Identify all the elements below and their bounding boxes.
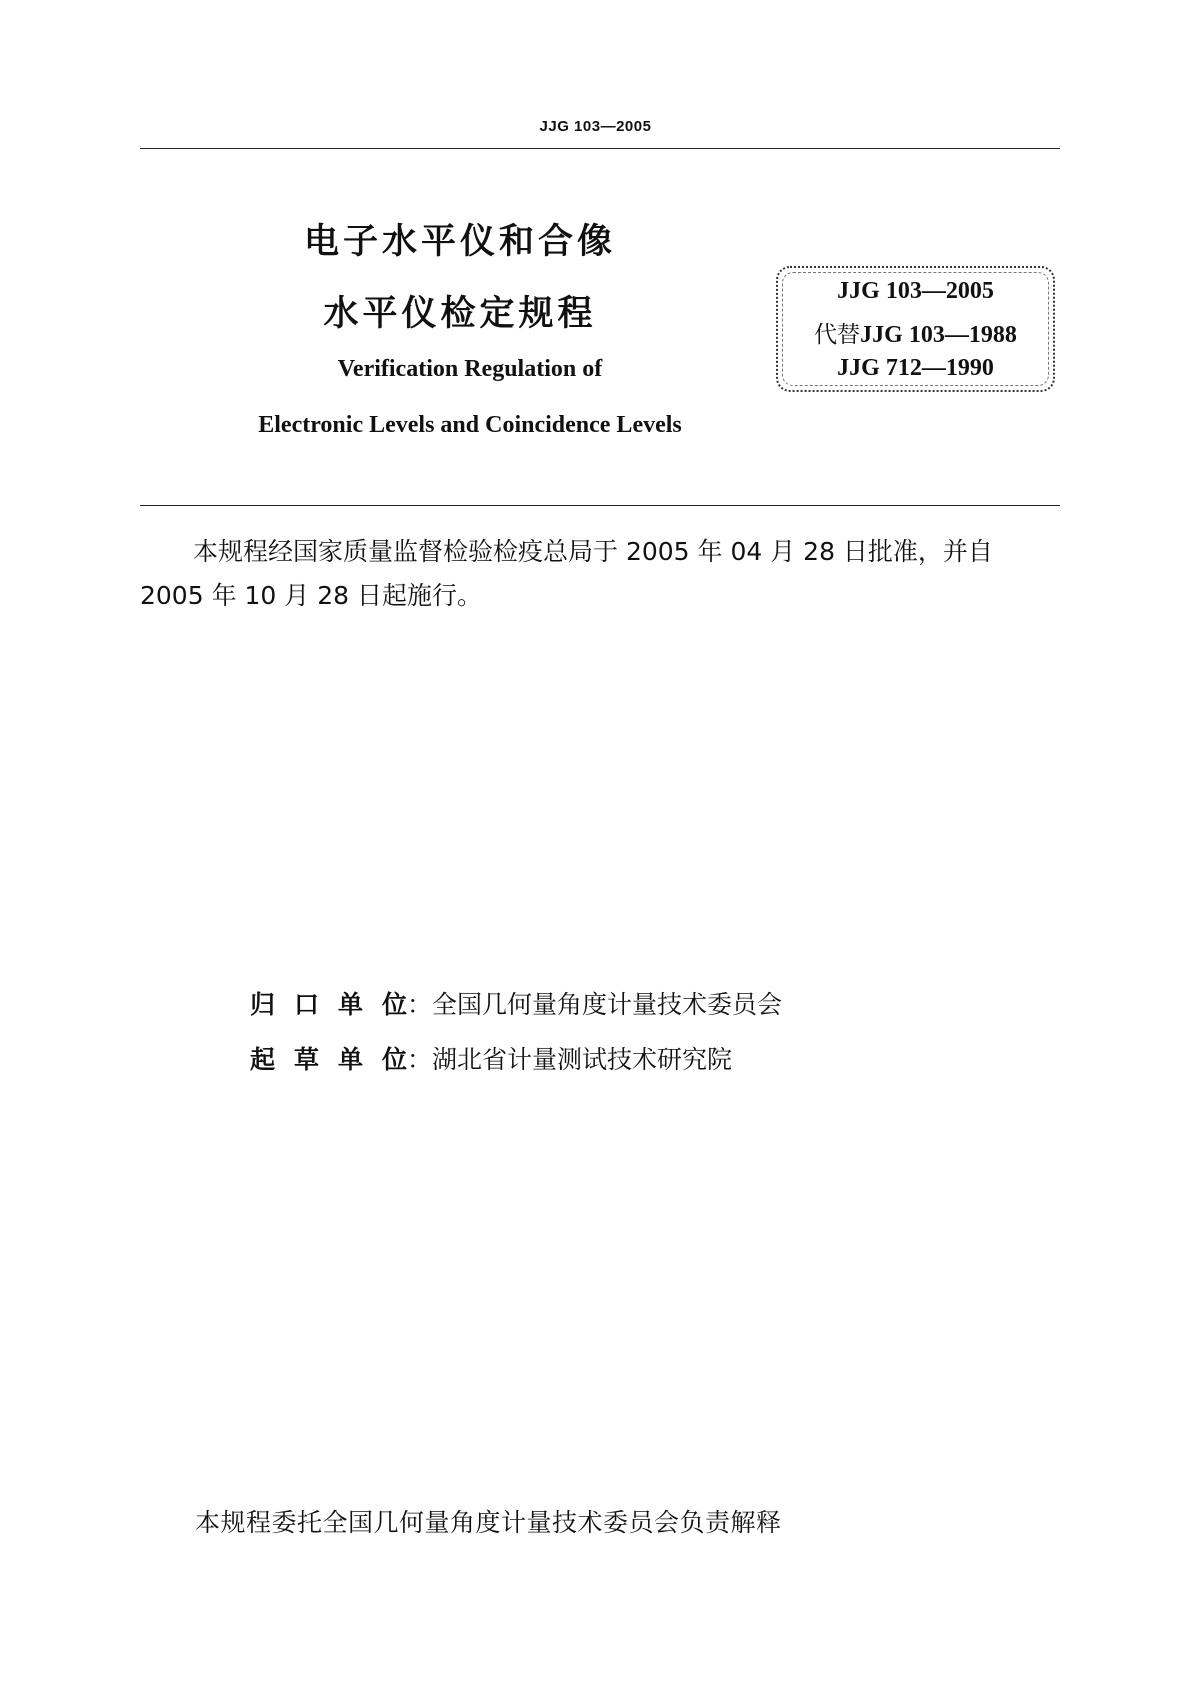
responsible-unit-label: 归口单 [250, 990, 383, 1019]
drafting-unit-label-end: 位 [382, 1045, 408, 1074]
running-header: JJG 103—2005 [539, 118, 652, 135]
drafting-unit-separator: ： [407, 1045, 433, 1074]
approval-line-2: 2005 年 10 月 28 日起施行。 [140, 581, 482, 610]
responsible-unit-value: 全国几何量角度计量技术委员会 [432, 990, 783, 1019]
standard-number: JJG 103—2005 [837, 278, 994, 304]
responsible-unit-row [250, 985, 782, 1021]
approval-line-1: 本规程经国家质量监督检验检疫总局于 2005 年 04 月 28 日批准，并自 [193, 537, 993, 566]
title-english-line-1: Verification Regulation of [337, 356, 603, 382]
replaces-label: 代替 [814, 322, 861, 348]
interpretation-note: 本规程委托全国几何量角度计量技术委员会负责解释 [195, 1508, 782, 1537]
drafting-unit-value: 湖北省计量测试技术研究院 [432, 1045, 733, 1074]
replaced-standard-2: JJG 712—1990 [837, 355, 994, 381]
drafting-unit-label: 起草单 [250, 1045, 383, 1074]
standard-number-box [776, 266, 1055, 392]
title-english-line-2: Electronic Levels and Coincidence Levels [258, 412, 682, 438]
section-divider [140, 505, 1060, 506]
responsible-unit-separator: ： [407, 990, 433, 1019]
approval-statement [140, 530, 1060, 618]
replaced-standard-code-1: JJG 103—1988 [860, 322, 1017, 348]
title-chinese-line-1: 电子水平仪和合像 [303, 222, 616, 262]
title-chinese-line-2: 水平仪检定规程 [323, 294, 597, 334]
responsible-unit-label-end: 位 [382, 990, 408, 1019]
drafting-unit-row [250, 1040, 732, 1076]
replaced-standard-1 [778, 316, 1053, 349]
header-divider [140, 148, 1060, 149]
